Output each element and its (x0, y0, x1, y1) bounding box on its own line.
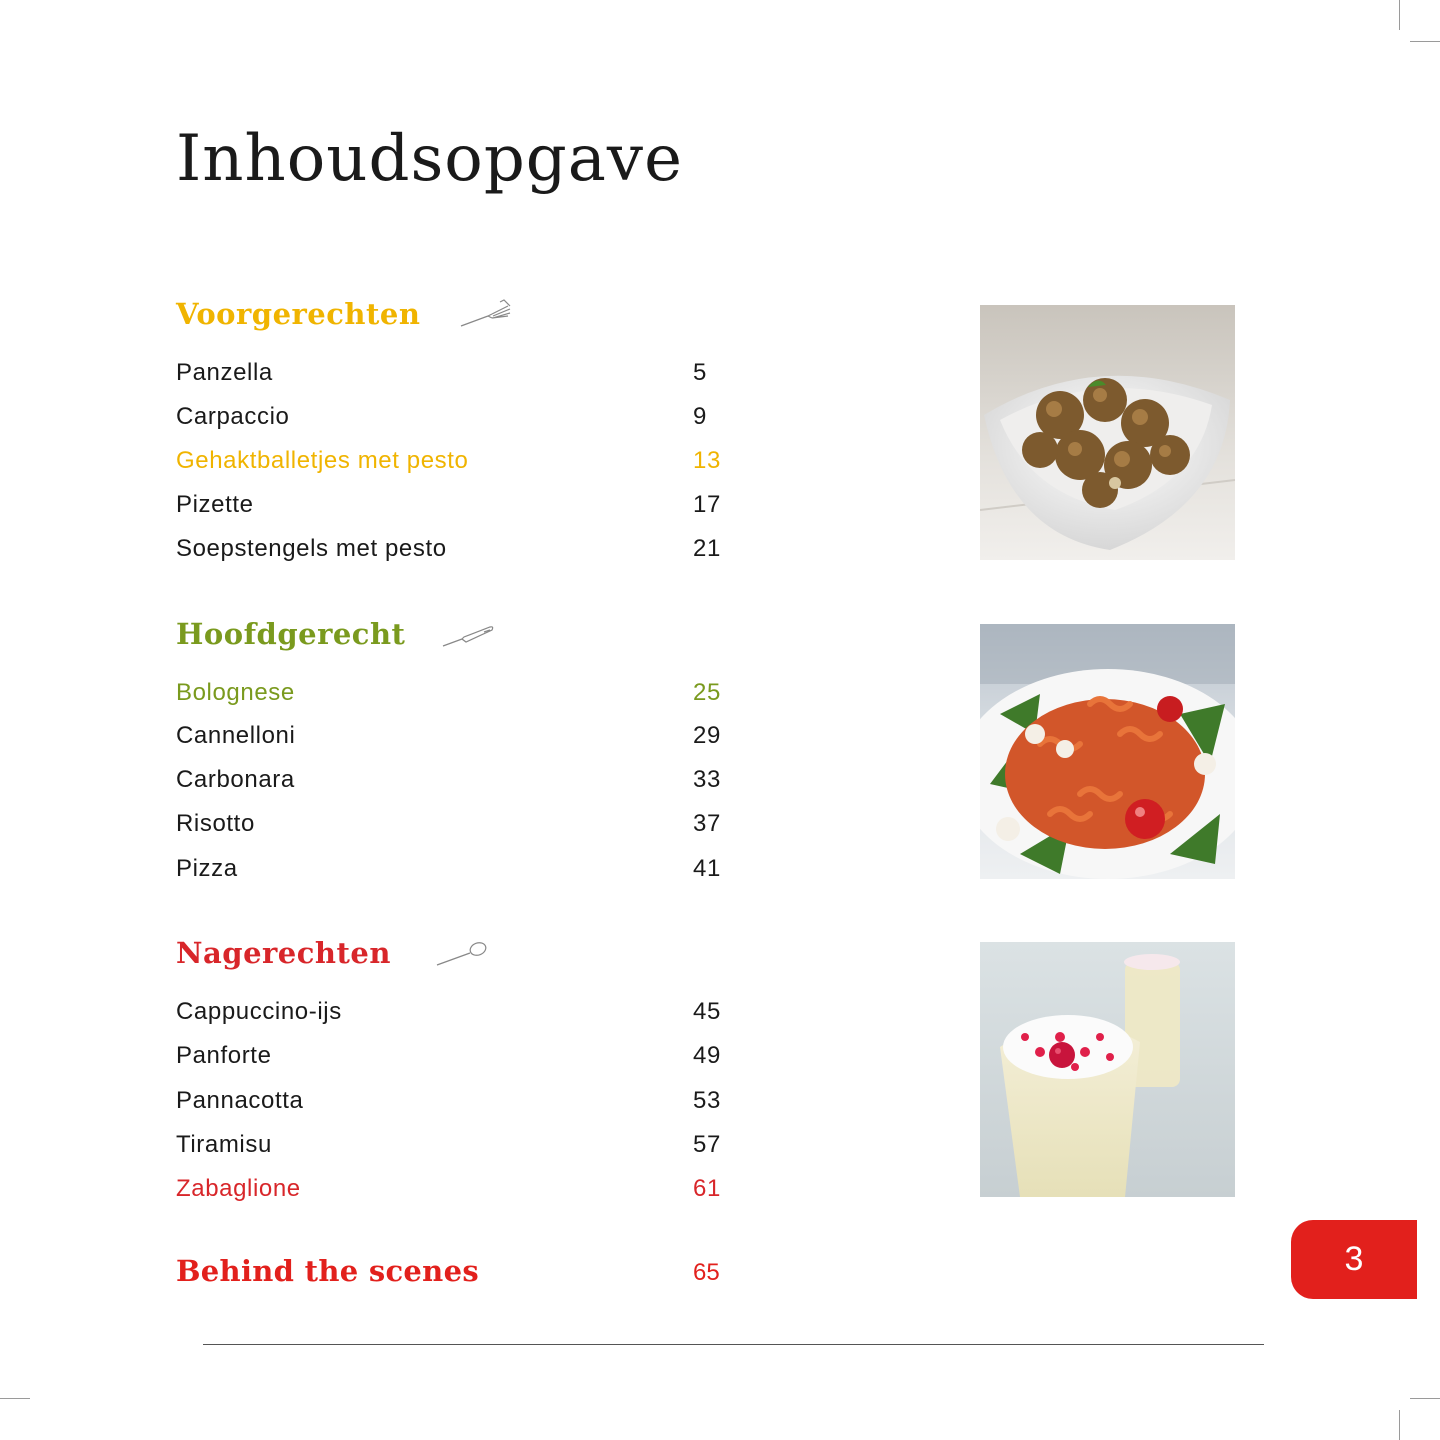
toc-entry-name: Carpaccio (176, 403, 290, 430)
toc-entry-name: Panforte (176, 1042, 272, 1069)
toc-entry-page: 53 (693, 1087, 721, 1114)
toc-entry-page: 17 (693, 491, 721, 518)
toc-entry-page: 33 (693, 766, 721, 793)
page-number-tab: 3 (1291, 1220, 1417, 1299)
toc-entry-page: 37 (693, 810, 721, 837)
toc-entry-highlighted[interactable] (176, 679, 736, 713)
toc-entry-page: 9 (693, 403, 707, 430)
behind-the-scenes-heading[interactable]: Behind the scenes (176, 1254, 479, 1288)
toc-entry-name: Pizette (176, 491, 254, 518)
section-heading-mains: Hoofdgerecht (176, 617, 406, 651)
toc-entry-name: Gehaktballetjes met pesto (176, 447, 469, 474)
toc-entry-highlighted[interactable] (176, 447, 736, 481)
toc-entry-page: 61 (693, 1175, 721, 1202)
knife-icon (440, 620, 500, 650)
toc-entry[interactable] (176, 535, 736, 569)
pasta-photo (980, 624, 1235, 879)
toc-entry-page: 45 (693, 998, 721, 1025)
toc-entry-name: Cannelloni (176, 722, 296, 749)
crop-mark (1410, 1398, 1440, 1399)
toc-entry[interactable] (176, 855, 736, 889)
toc-entry[interactable] (176, 998, 736, 1032)
crop-mark (1410, 41, 1440, 42)
toc-entry-page: 5 (693, 359, 707, 386)
meatballs-photo (980, 305, 1235, 560)
section-heading-desserts: Nagerechten (176, 936, 391, 970)
toc-entry-page: 13 (693, 447, 721, 474)
toc-entry-page: 29 (693, 722, 721, 749)
toc-entry[interactable] (176, 491, 736, 525)
toc-entry[interactable] (176, 810, 736, 844)
toc-entry[interactable] (176, 359, 736, 393)
toc-entry[interactable] (176, 1042, 736, 1076)
crop-mark (1399, 0, 1400, 30)
page-title: Inhoudsopgave (176, 122, 683, 196)
toc-entry-name: Pannacotta (176, 1087, 304, 1114)
toc-entry-page: 25 (693, 679, 721, 706)
toc-entry-name: Pizza (176, 855, 238, 882)
toc-entry-page: 21 (693, 535, 721, 562)
toc-entry-page: 41 (693, 855, 721, 882)
toc-entry-name: Panzella (176, 359, 273, 386)
toc-entry-name: Bolognese (176, 679, 295, 706)
toc-entry[interactable] (176, 1131, 736, 1165)
toc-entry[interactable] (176, 403, 736, 437)
spoon-icon (434, 936, 494, 968)
footer-rule (203, 1344, 1264, 1345)
toc-entry-highlighted[interactable] (176, 1175, 736, 1209)
toc-entry-name: Zabaglione (176, 1175, 301, 1202)
toc-entry-page: 57 (693, 1131, 721, 1158)
toc-entry[interactable] (176, 766, 736, 800)
behind-the-scenes-page: 65 (693, 1259, 720, 1286)
toc-entry-page: 49 (693, 1042, 721, 1069)
toc-entry[interactable] (176, 722, 736, 756)
toc-entry-name: Cappuccino-ijs (176, 998, 342, 1025)
fork-icon (458, 296, 518, 330)
dessert-photo (980, 942, 1235, 1197)
crop-mark (1399, 1410, 1400, 1440)
toc-entry-name: Carbonara (176, 766, 295, 793)
section-heading-starters: Voorgerechten (176, 297, 421, 331)
toc-entry-name: Risotto (176, 810, 255, 837)
toc-entry-name: Tiramisu (176, 1131, 272, 1158)
crop-mark (0, 1398, 30, 1399)
toc-entry-name: Soepstengels met pesto (176, 535, 447, 562)
toc-entry[interactable] (176, 1087, 736, 1121)
